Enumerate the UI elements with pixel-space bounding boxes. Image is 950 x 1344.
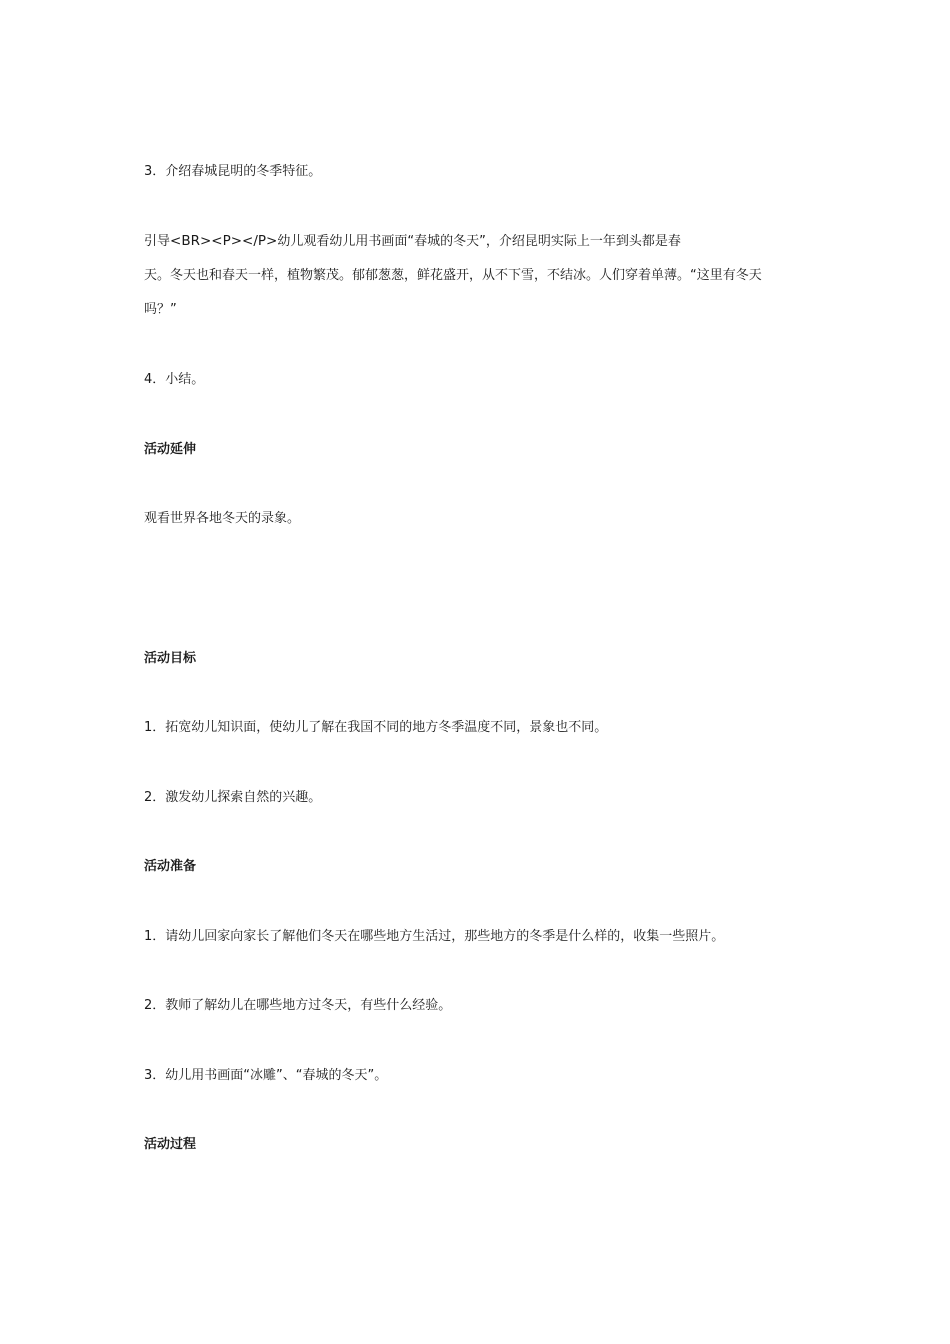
prep-item-3: 3．幼儿用书画面“冰雕”、“春城的冬天”。 [144,1068,388,1083]
prep-item-1: 1．请幼儿回家向家长了解他们冬天在哪些地方生活过，那些地方的冬季是什么样的，收集一些照片。 [144,929,725,944]
prep-item-2: 2．教师了解幼儿在哪些地方过冬天，有些什么经验。 [144,998,452,1013]
guide-paragraph [144,229,814,322]
intro-item-3: 3．介绍春城昆明的冬季特征。 [144,164,322,179]
process-heading: 活动过程 [144,1137,197,1152]
guide-line-1 [144,229,814,254]
guide-lead: 引导 [144,234,171,249]
guide-markup-text: <BR><P></P> [170,233,278,249]
prep-heading: 活动准备 [144,859,197,874]
goals-heading: 活动目标 [144,651,197,666]
goal-item-2: 2．激发幼儿探索自然的兴趣。 [144,790,322,805]
extension-heading: 活动延伸 [144,442,197,457]
extension-text: 观看世界各地冬天的录象。 [144,511,301,526]
goal-item-1: 1．拓宽幼儿知识面，使幼儿了解在我国不同的地方冬季温度不同，景象也不同。 [144,720,608,735]
guide-line-2: 天。冬天也和春天一样，植物繁茂。郁郁葱葱，鲜花盛开，从不下雪，不结冰。人们穿着单薄。“这里有冬天 [144,268,762,283]
guide-line-1-rest: 幼儿观看幼儿用书画面“春城的冬天”，介绍昆明实际上一年到头都是春 [277,234,681,249]
intro-item-4: 4．小结。 [144,372,205,387]
guide-line-3: 吗？” [144,302,177,317]
